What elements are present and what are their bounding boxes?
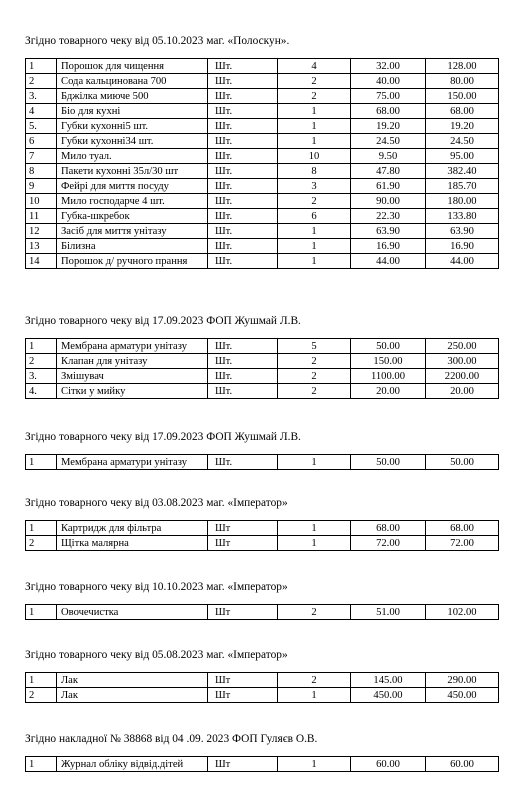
cell-row-number: 10 <box>26 194 57 209</box>
receipt-section <box>25 34 498 269</box>
cell-item-name: Мембрана арматури унітазу <box>57 455 208 470</box>
receipt-section <box>25 314 498 399</box>
cell-row-number: 13 <box>26 239 57 254</box>
cell-quantity: 1 <box>278 254 351 269</box>
cell-item-name: Змішувач <box>57 369 208 384</box>
cell-unit: Шт. <box>208 149 278 164</box>
table-row <box>26 224 499 239</box>
cell-quantity: 1 <box>278 688 351 703</box>
table-row <box>26 455 499 470</box>
receipt-section <box>25 496 498 551</box>
table-row <box>26 59 499 74</box>
table-row <box>26 104 499 119</box>
cell-row-number: 2 <box>26 74 57 89</box>
cell-unit: Шт <box>208 688 278 703</box>
cell-sum: 185.70 <box>426 179 499 194</box>
cell-quantity: 1 <box>278 757 351 772</box>
items-table <box>25 454 499 470</box>
cell-item-name: Бджілка миюче 500 <box>57 89 208 104</box>
items-table <box>25 58 499 269</box>
cell-unit: Шт. <box>208 354 278 369</box>
cell-row-number: 4 <box>26 104 57 119</box>
cell-sum: 72.00 <box>426 536 499 551</box>
receipt-section <box>25 580 498 620</box>
cell-price: 50.00 <box>351 339 426 354</box>
cell-quantity: 10 <box>278 149 351 164</box>
section-heading: Згідно товарного чеку від 05.10.2023 маг. «Полоскун». <box>25 35 290 47</box>
cell-price: 450.00 <box>351 688 426 703</box>
cell-unit: Шт. <box>208 369 278 384</box>
items-table <box>25 604 499 620</box>
cell-unit: Шт. <box>208 59 278 74</box>
cell-sum: 150.00 <box>426 89 499 104</box>
cell-unit: Шт. <box>208 134 278 149</box>
table-row <box>26 179 499 194</box>
cell-sum: 382.40 <box>426 164 499 179</box>
table-row <box>26 384 499 399</box>
cell-quantity: 2 <box>278 354 351 369</box>
cell-unit: Шт. <box>208 89 278 104</box>
cell-price: 44.00 <box>351 254 426 269</box>
table-row <box>26 369 499 384</box>
cell-quantity: 1 <box>278 536 351 551</box>
cell-item-name: Клапан для унітазу <box>57 354 208 369</box>
cell-price: 145.00 <box>351 673 426 688</box>
cell-item-name: Білизна <box>57 239 208 254</box>
table-row <box>26 254 499 269</box>
cell-row-number: 1 <box>26 455 57 470</box>
cell-price: 24.50 <box>351 134 426 149</box>
cell-sum: 24.50 <box>426 134 499 149</box>
section-heading: Згідно товарного чеку від 17.09.2023 ФОП Жушмай Л.В. <box>25 431 301 443</box>
section-heading: Згідно товарного чеку від 03.08.2023 маг. «Імператор» <box>25 497 288 509</box>
cell-price: 90.00 <box>351 194 426 209</box>
cell-unit: Шт. <box>208 224 278 239</box>
cell-unit: Шт. <box>208 339 278 354</box>
section-heading: Згідно товарного чеку від 17.09.2023 ФОП Жушмай Л.В. <box>25 315 301 327</box>
cell-unit: Шт. <box>208 194 278 209</box>
cell-sum: 250.00 <box>426 339 499 354</box>
cell-price: 19.20 <box>351 119 426 134</box>
cell-sum: 80.00 <box>426 74 499 89</box>
cell-sum: 95.00 <box>426 149 499 164</box>
cell-sum: 2200.00 <box>426 369 499 384</box>
cell-row-number: 3. <box>26 89 57 104</box>
cell-item-name: Мило господарче 4 шт. <box>57 194 208 209</box>
cell-unit: Шт <box>208 521 278 536</box>
cell-sum: 20.00 <box>426 384 499 399</box>
cell-sum: 63.90 <box>426 224 499 239</box>
cell-price: 22.30 <box>351 209 426 224</box>
cell-item-name: Порошок для чищення <box>57 59 208 74</box>
cell-unit: Шт. <box>208 254 278 269</box>
cell-sum: 16.90 <box>426 239 499 254</box>
cell-item-name: Біо для кухні <box>57 104 208 119</box>
cell-quantity: 2 <box>278 384 351 399</box>
cell-item-name: Засіб для миття унітазу <box>57 224 208 239</box>
table-row <box>26 757 499 772</box>
cell-price: 1100.00 <box>351 369 426 384</box>
items-table <box>25 520 499 551</box>
cell-row-number: 8 <box>26 164 57 179</box>
cell-row-number: 14 <box>26 254 57 269</box>
cell-price: 47.80 <box>351 164 426 179</box>
cell-quantity: 8 <box>278 164 351 179</box>
cell-row-number: 3. <box>26 369 57 384</box>
cell-row-number: 1 <box>26 673 57 688</box>
cell-unit: Шт. <box>208 239 278 254</box>
cell-sum: 60.00 <box>426 757 499 772</box>
items-table <box>25 338 499 399</box>
cell-quantity: 1 <box>278 104 351 119</box>
table-row <box>26 239 499 254</box>
cell-unit: Шт. <box>208 455 278 470</box>
table-row <box>26 536 499 551</box>
cell-item-name: Губки кухонні34 шт. <box>57 134 208 149</box>
cell-price: 63.90 <box>351 224 426 239</box>
cell-quantity: 3 <box>278 179 351 194</box>
cell-price: 9.50 <box>351 149 426 164</box>
cell-quantity: 2 <box>278 194 351 209</box>
cell-sum: 290.00 <box>426 673 499 688</box>
cell-item-name: Губки кухонні5 шт. <box>57 119 208 134</box>
cell-price: 40.00 <box>351 74 426 89</box>
cell-price: 150.00 <box>351 354 426 369</box>
cell-row-number: 1 <box>26 339 57 354</box>
section-heading: Згідно накладної № 38868 від 04 .09. 2023 ФОП Гуляєв О.В. <box>25 733 318 745</box>
cell-price: 60.00 <box>351 757 426 772</box>
cell-quantity: 6 <box>278 209 351 224</box>
table-row <box>26 521 499 536</box>
cell-quantity: 1 <box>278 521 351 536</box>
cell-row-number: 2 <box>26 354 57 369</box>
cell-row-number: 7 <box>26 149 57 164</box>
cell-price: 61.90 <box>351 179 426 194</box>
cell-quantity: 1 <box>278 455 351 470</box>
cell-quantity: 1 <box>278 119 351 134</box>
cell-row-number: 1 <box>26 521 57 536</box>
cell-item-name: Сода кальцинована 700 <box>57 74 208 89</box>
table-row <box>26 149 499 164</box>
cell-item-name: Лак <box>57 688 208 703</box>
section-heading: Згідно товарного чеку від 05.08.2023 маг. «Імператор» <box>25 649 288 661</box>
cell-row-number: 1 <box>26 605 57 620</box>
table-row <box>26 119 499 134</box>
cell-item-name: Сітки у мийку <box>57 384 208 399</box>
section-heading: Згідно товарного чеку від 10.10.2023 маг. «Імператор» <box>25 581 288 593</box>
cell-quantity: 2 <box>278 369 351 384</box>
cell-item-name: Фейрі для миття посуду <box>57 179 208 194</box>
cell-unit: Шт. <box>208 119 278 134</box>
cell-unit: Шт. <box>208 104 278 119</box>
cell-quantity: 5 <box>278 339 351 354</box>
cell-sum: 102.00 <box>426 605 499 620</box>
cell-row-number: 1 <box>26 757 57 772</box>
cell-item-name: Порошок д/ ручного прання <box>57 254 208 269</box>
cell-row-number: 2 <box>26 536 57 551</box>
cell-item-name: Журнал обліку відвід.дітей <box>57 757 208 772</box>
cell-item-name: Картридж для фільтра <box>57 521 208 536</box>
table-row <box>26 354 499 369</box>
cell-unit: Шт. <box>208 384 278 399</box>
cell-row-number: 12 <box>26 224 57 239</box>
receipt-section <box>25 732 498 772</box>
cell-unit: Шт. <box>208 74 278 89</box>
cell-price: 75.00 <box>351 89 426 104</box>
cell-sum: 450.00 <box>426 688 499 703</box>
table-row <box>26 164 499 179</box>
cell-price: 51.00 <box>351 605 426 620</box>
cell-row-number: 9 <box>26 179 57 194</box>
cell-sum: 300.00 <box>426 354 499 369</box>
cell-item-name: Щітка малярна <box>57 536 208 551</box>
receipt-section <box>25 430 498 470</box>
cell-row-number: 6 <box>26 134 57 149</box>
cell-unit: Шт <box>208 757 278 772</box>
table-row <box>26 74 499 89</box>
cell-quantity: 2 <box>278 74 351 89</box>
cell-price: 72.00 <box>351 536 426 551</box>
items-table <box>25 672 499 703</box>
cell-sum: 68.00 <box>426 104 499 119</box>
table-row <box>26 339 499 354</box>
table-row <box>26 209 499 224</box>
cell-price: 50.00 <box>351 455 426 470</box>
cell-row-number: 2 <box>26 688 57 703</box>
cell-unit: Шт. <box>208 179 278 194</box>
cell-unit: Шт <box>208 605 278 620</box>
cell-row-number: 4. <box>26 384 57 399</box>
cell-item-name: Пакети кухонні 35л/30 шт <box>57 164 208 179</box>
cell-price: 32.00 <box>351 59 426 74</box>
cell-quantity: 1 <box>278 239 351 254</box>
cell-quantity: 2 <box>278 89 351 104</box>
table-row <box>26 89 499 104</box>
cell-sum: 44.00 <box>426 254 499 269</box>
cell-item-name: Лак <box>57 673 208 688</box>
receipt-section <box>25 648 498 703</box>
table-row <box>26 688 499 703</box>
cell-sum: 180.00 <box>426 194 499 209</box>
table-row <box>26 673 499 688</box>
cell-sum: 68.00 <box>426 521 499 536</box>
cell-unit: Шт. <box>208 209 278 224</box>
items-table <box>25 756 499 772</box>
cell-price: 68.00 <box>351 104 426 119</box>
cell-quantity: 1 <box>278 134 351 149</box>
cell-row-number: 5. <box>26 119 57 134</box>
cell-row-number: 1 <box>26 59 57 74</box>
cell-item-name: Овочечистка <box>57 605 208 620</box>
cell-price: 68.00 <box>351 521 426 536</box>
cell-unit: Шт <box>208 536 278 551</box>
cell-item-name: Мило туал. <box>57 149 208 164</box>
cell-quantity: 2 <box>278 605 351 620</box>
cell-item-name: Губка-шкребок <box>57 209 208 224</box>
cell-price: 20.00 <box>351 384 426 399</box>
cell-sum: 19.20 <box>426 119 499 134</box>
cell-price: 16.90 <box>351 239 426 254</box>
cell-row-number: 11 <box>26 209 57 224</box>
cell-sum: 50.00 <box>426 455 499 470</box>
cell-sum: 133.80 <box>426 209 499 224</box>
cell-sum: 128.00 <box>426 59 499 74</box>
cell-quantity: 1 <box>278 224 351 239</box>
table-row <box>26 194 499 209</box>
cell-item-name: Мембрана арматури унітазу <box>57 339 208 354</box>
cell-quantity: 2 <box>278 673 351 688</box>
table-row <box>26 605 499 620</box>
table-row <box>26 134 499 149</box>
cell-unit: Шт <box>208 673 278 688</box>
cell-quantity: 4 <box>278 59 351 74</box>
cell-unit: Шт. <box>208 164 278 179</box>
